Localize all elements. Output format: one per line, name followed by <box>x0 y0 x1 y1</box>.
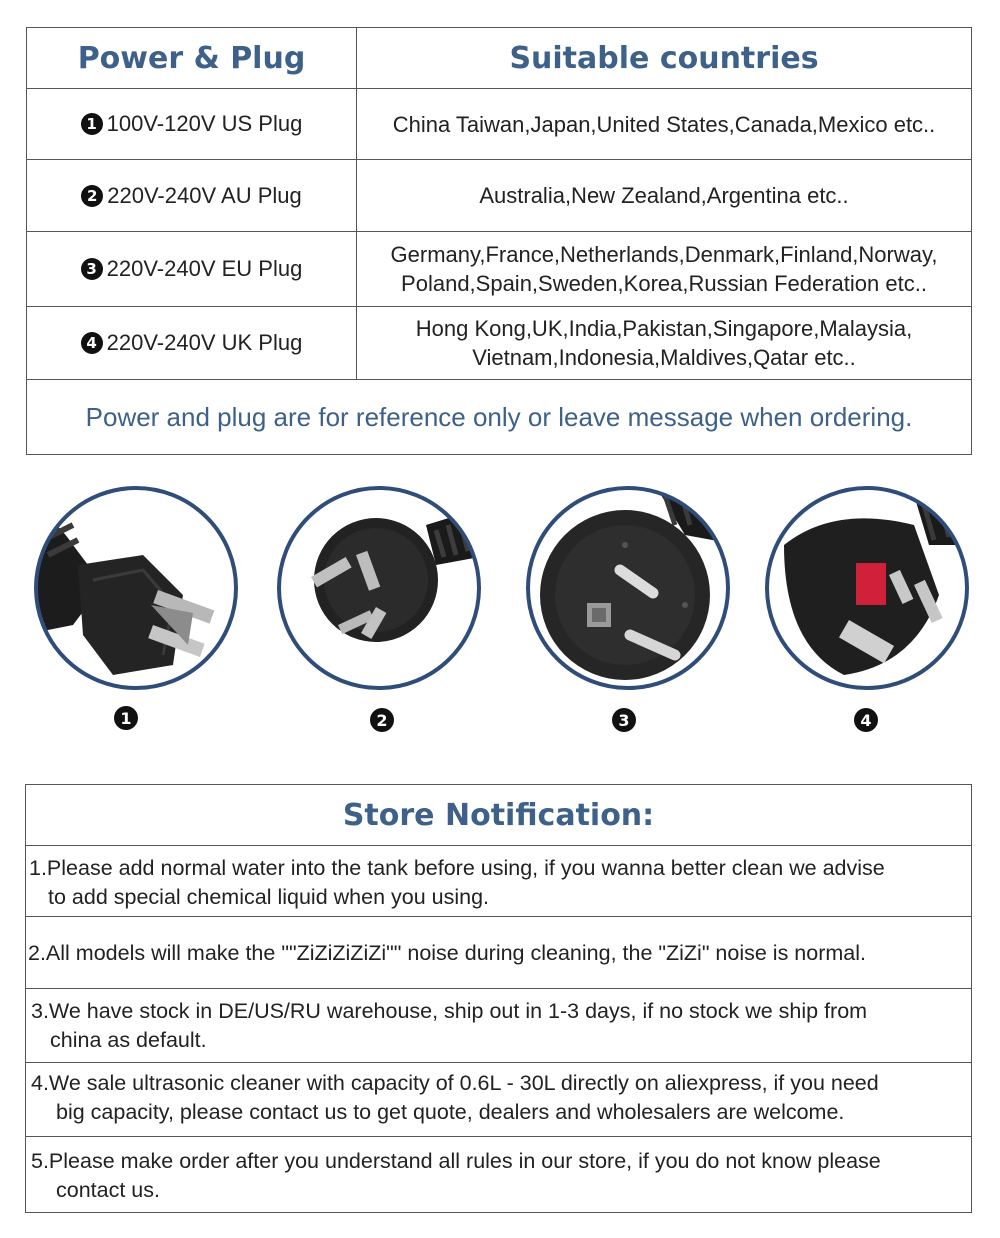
store-notification <box>25 784 972 1213</box>
plug-number-2-icon: 2 <box>370 708 394 732</box>
plug-name: 220V-240V AU Plug <box>107 182 302 208</box>
notice-line: 5.Please make order after you understand all rules in our store, if you do not know please <box>31 1149 881 1173</box>
plug-name: 220V-240V EU Plug <box>106 256 303 281</box>
notice-item-3 <box>26 989 971 1063</box>
countries-text: Hong Kong,UK,India,Pakistan,Singapore,Malaysia, <box>415 316 913 341</box>
plug-row-au <box>27 160 971 232</box>
notice-item-5 <box>26 1137 971 1212</box>
notice-line: contact us. <box>56 1178 160 1202</box>
countries-text: Australia,New Zealand,Argentina etc.. <box>479 183 849 208</box>
notice-item-1 <box>26 846 971 917</box>
plug-row-us <box>27 89 971 160</box>
plug-name: 100V-120V US Plug <box>106 111 303 136</box>
plug-number-3-icon: 3 <box>612 708 636 732</box>
countries-text: Germany,France,Netherlands,Denmark,Finland,Norway, <box>390 242 938 267</box>
notice-line: 1.Please add normal water into the tank before using, if you wanna better clean we advise <box>29 856 885 880</box>
notice-item-4 <box>26 1063 971 1137</box>
number-badge-icon: 2 <box>81 185 103 207</box>
countries-text: Poland,Spain,Sweden,Korea,Russian Federation etc.. <box>401 271 927 296</box>
number-badge-icon: 4 <box>81 332 103 354</box>
notice-item-2 <box>26 917 971 989</box>
plug-number-1-icon: 1 <box>114 706 138 730</box>
notice-line: 2.All models will make the ""ZiZiZiZiZi"" noise during cleaning, the "ZiZi" noise is normal. <box>28 941 866 965</box>
plug-name: 220V-240V UK Plug <box>106 330 303 355</box>
notice-line: 3.We have stock in DE/US/RU warehouse, ship out in 1-3 days, if no stock we ship from <box>31 999 868 1023</box>
number-badge-icon: 3 <box>81 258 103 280</box>
uk-plug-image <box>764 485 970 691</box>
eu-plug-image <box>525 485 731 691</box>
plug-number-4-icon: 4 <box>854 708 878 732</box>
notice-line: china as default. <box>50 1028 207 1052</box>
plug-table-header <box>27 28 971 89</box>
countries-text: China Taiwan,Japan,United States,Canada,Mexico etc.. <box>392 111 936 137</box>
plug-table <box>26 27 972 455</box>
number-badge-icon: 1 <box>81 113 103 135</box>
us-plug-image <box>33 485 239 691</box>
plug-row-uk <box>27 307 971 380</box>
suitable-countries-header: Suitable countries <box>509 40 819 76</box>
notice-line: 4.We sale ultrasonic cleaner with capacity of 0.6L - 30L directly on aliexpress, if you need <box>31 1071 879 1095</box>
notice-line: big capacity, please contact us to get quote, dealers and wholesalers are welcome. <box>56 1100 845 1124</box>
plug-footnote: Power and plug are for reference only or leave message when ordering. <box>85 401 913 432</box>
notice-title: Store Notification: <box>26 785 971 846</box>
power-plug-header: Power & Plug <box>77 40 306 76</box>
countries-text: Vietnam,Indonesia,Maldives,Qatar etc.. <box>472 345 856 370</box>
notice-line: to add special chemical liquid when you using. <box>48 885 490 909</box>
au-plug-image <box>276 485 482 691</box>
plug-row-eu <box>27 232 971 307</box>
